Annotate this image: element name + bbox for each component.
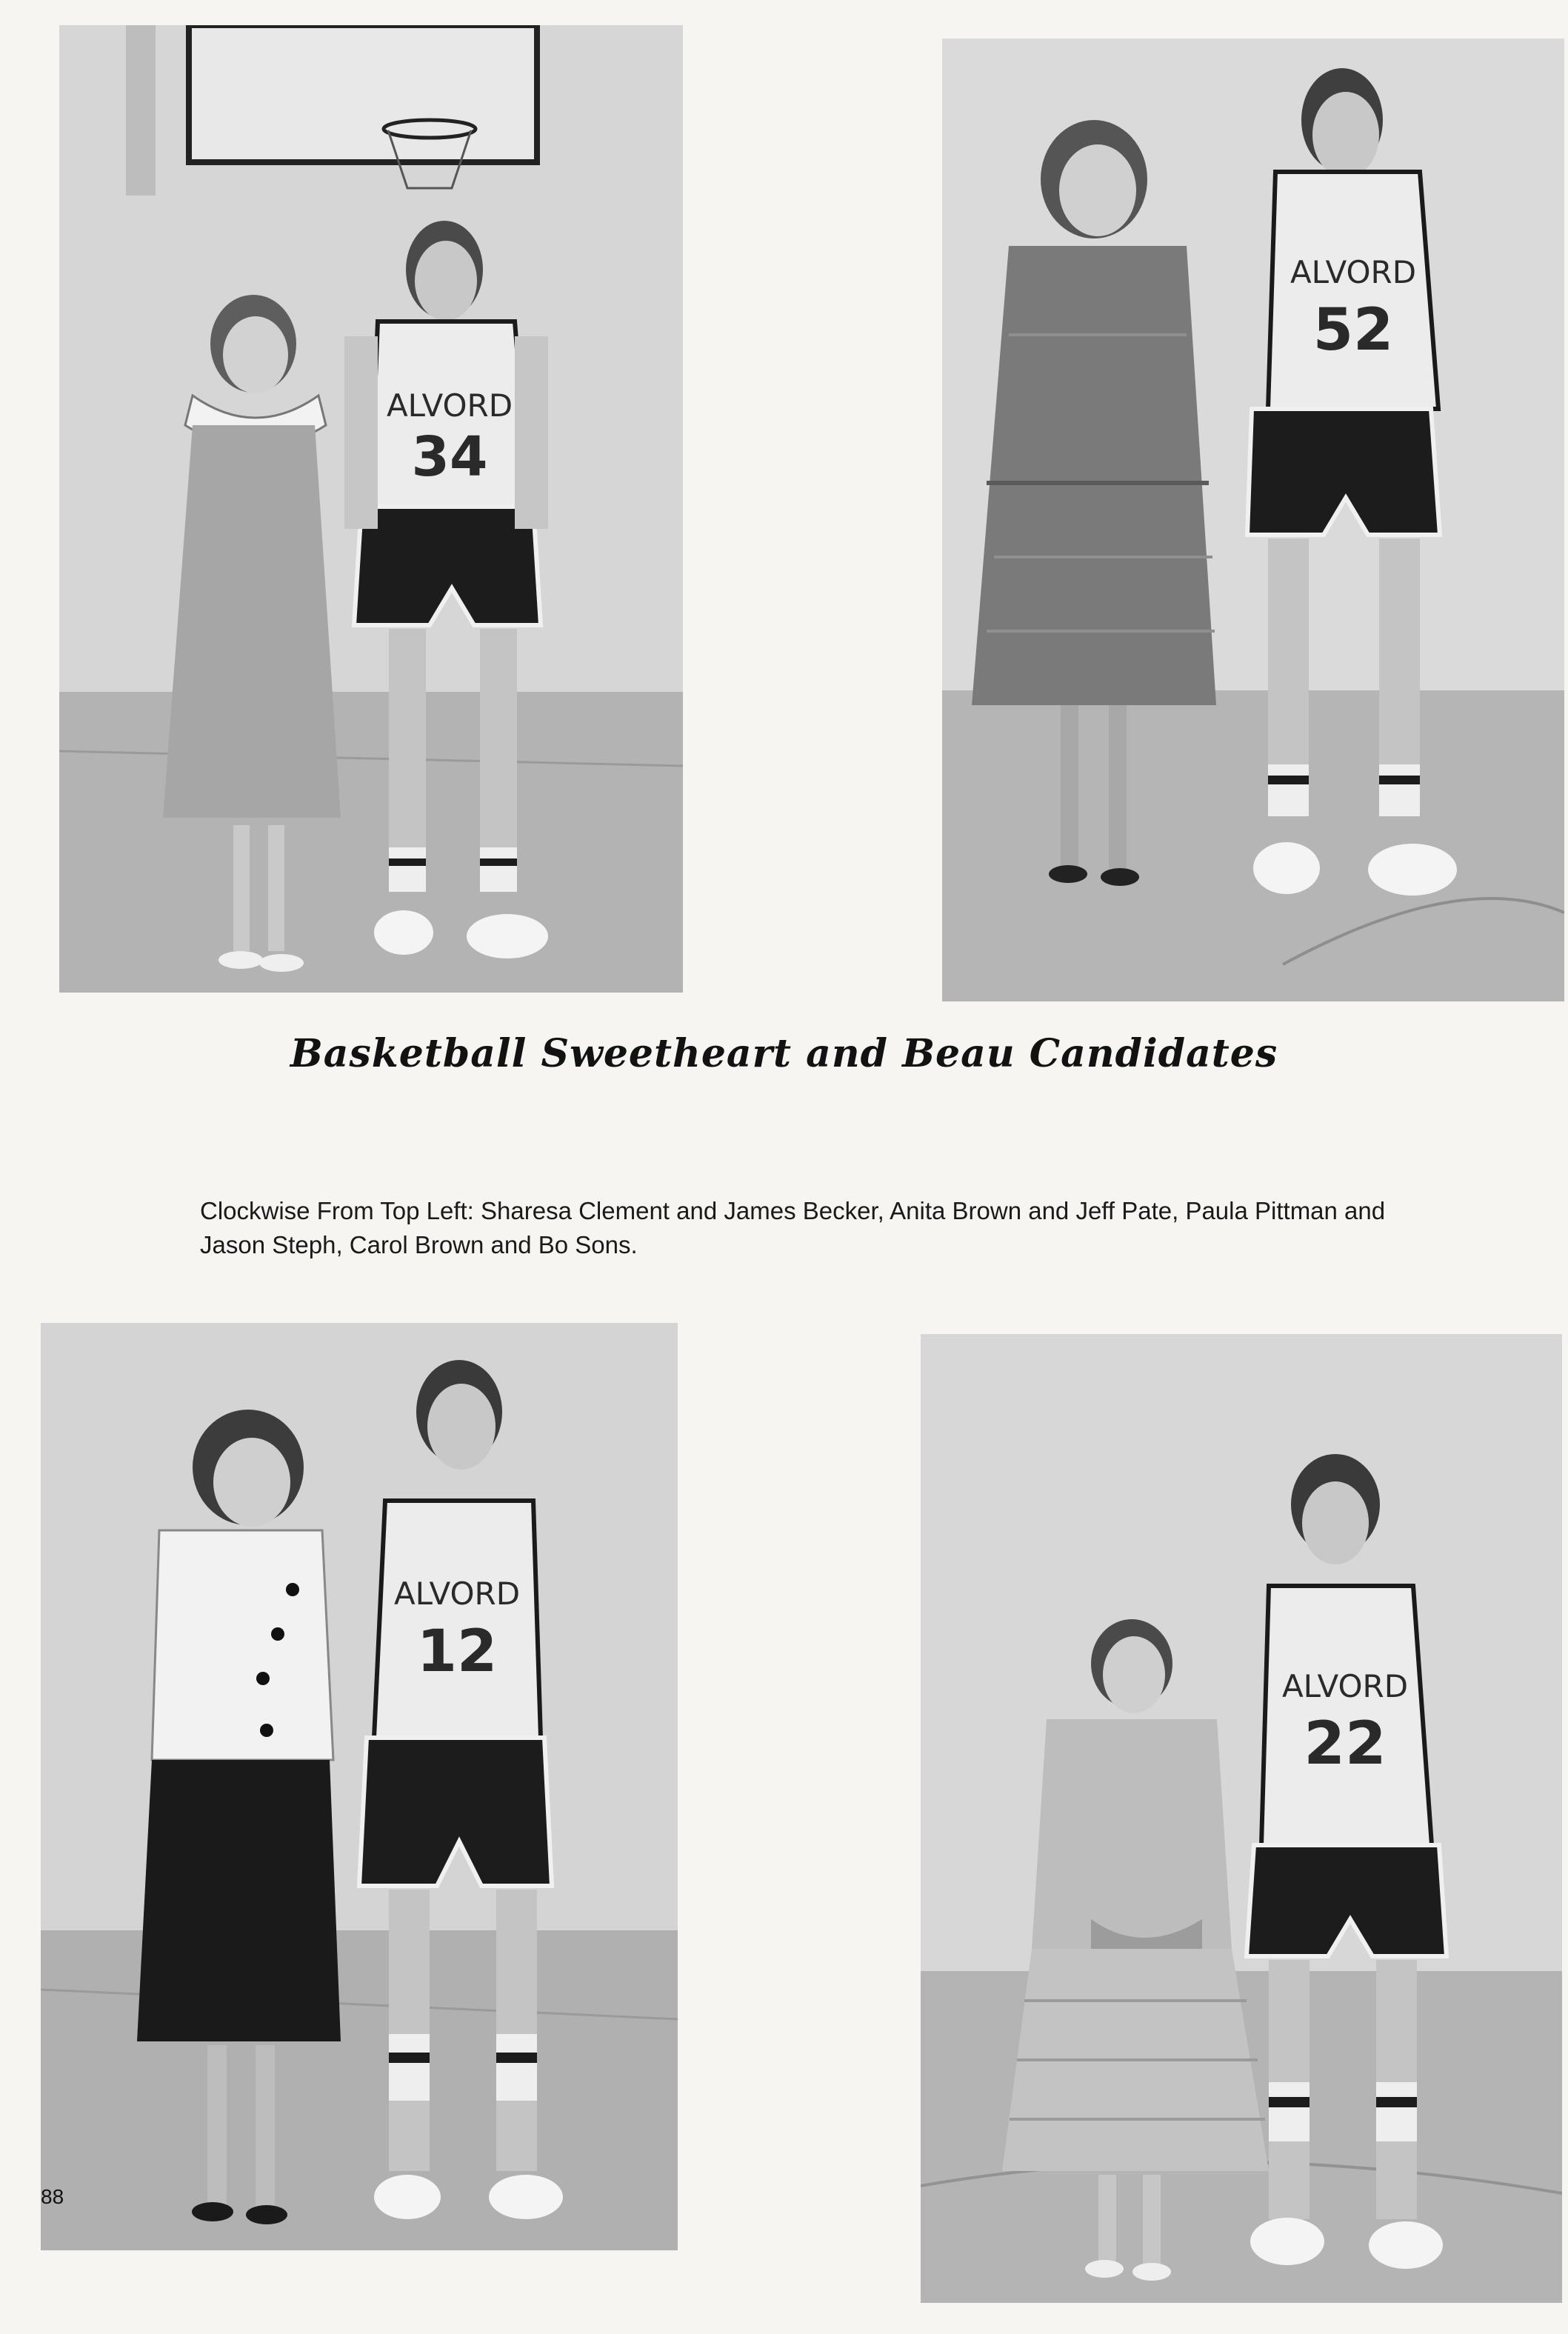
page-number: 88 — [41, 2185, 64, 2208]
jersey-text: ALVORD — [393, 1576, 521, 1612]
jersey-number: 52 — [1312, 297, 1394, 364]
jersey-number: 34 — [411, 425, 488, 489]
jersey-text: ALVORD — [1290, 254, 1417, 290]
photo-bottom-right — [921, 1334, 1562, 2303]
photo-scene — [921, 1334, 1562, 2303]
jersey-text: ALVORD — [386, 387, 513, 424]
photo-bottom-left — [41, 1323, 678, 2250]
photo-scene — [41, 1323, 678, 2250]
jersey-number: 12 — [416, 1618, 498, 1685]
photo-top-left — [59, 25, 683, 993]
photo-scene — [59, 25, 683, 993]
jersey-text: ALVORD — [1281, 1668, 1409, 1704]
photo-caption: Clockwise From Top Left: Sharesa Clement and James Becker, Anita Brown and Jeff Pate, Paula Pittman and Jason Steph, Carol Brown and Bo Sons. — [200, 1197, 1386, 1258]
photo-scene — [942, 39, 1564, 1001]
jersey-number: 22 — [1304, 1709, 1387, 1778]
page-title: Basketball Sweetheart and Beau Candidates — [290, 1031, 1278, 1076]
photo-top-right — [942, 39, 1564, 1001]
